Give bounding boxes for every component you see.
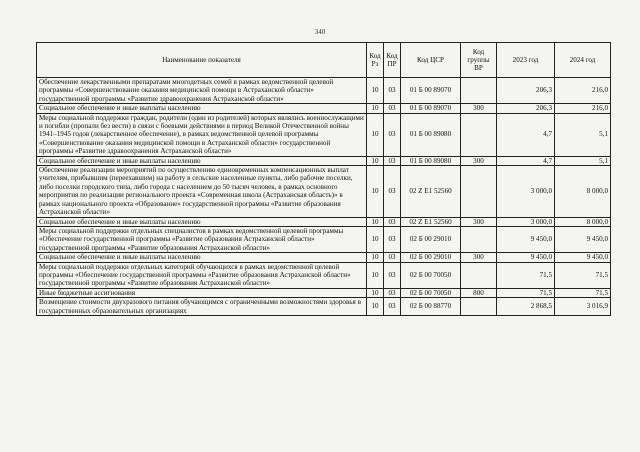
row-vr [461, 226, 497, 252]
row-name: Обеспечение реализации мероприятий по осуществлению единовременных компенсационных выплат учителям, прибывшим (переехавшим) на работу в сельские населенные пункты, либо рабочие поселки, либо поселки городского типа, либо города с населением до 50 тысяч человек, в рамках основного мероприятия по реализации регионального проекта «Современная школа (Астраханская область)» в рамках национального проекта «Образование» государственной программы «Развитие образования Астраханской области» [37, 166, 367, 217]
row-pr: 03 [384, 262, 401, 288]
row-rz: 10 [367, 104, 384, 113]
table-row [37, 288, 611, 297]
row-rz: 10 [367, 113, 384, 156]
table-row [37, 217, 611, 226]
row-2024: 71,5 [555, 262, 611, 288]
row-vr [461, 298, 497, 316]
row-csr: 02 Б 00 29010 [401, 253, 461, 262]
header-rz: Код Рз [367, 43, 384, 78]
row-name: Возмещение стоимости двухразового питания обучающимся с ограниченными возможностями здоровья в государственных образовательных организациях [37, 298, 367, 316]
page-number: 340 [314, 28, 326, 36]
budget-table [36, 42, 611, 316]
table-row [37, 298, 611, 316]
row-rz: 10 [367, 253, 384, 262]
header-2024: 2024 год [555, 43, 611, 78]
row-csr: 01 Б 00 89070 [401, 78, 461, 104]
row-pr: 03 [384, 288, 401, 297]
row-2023: 4,7 [497, 156, 555, 165]
row-rz: 10 [367, 262, 384, 288]
row-rz: 10 [367, 226, 384, 252]
row-rz: 10 [367, 217, 384, 226]
row-vr [461, 262, 497, 288]
row-name: Социальное обеспечение и иные выплаты населению [37, 104, 367, 113]
row-pr: 03 [384, 166, 401, 217]
header-csr: Код ЦСР [401, 43, 461, 78]
row-csr: 02 Б 00 88770 [401, 298, 461, 316]
row-name: Меры социальной поддержки отдельных категорий обучающихся в рамках ведомственной целевой программы «Обеспечение государственной программы «Развитие образования Астраханской области» государственной программы «Развитие образования Астраханской области» [37, 262, 367, 288]
row-csr: 02 Б 00 70050 [401, 288, 461, 297]
row-rz: 10 [367, 156, 384, 165]
row-2024: 3 016,9 [555, 298, 611, 316]
row-rz: 10 [367, 78, 384, 104]
header-vr: Код группы ВР [461, 43, 497, 78]
row-vr: 300 [461, 253, 497, 262]
row-vr [461, 78, 497, 104]
row-2023: 4,7 [497, 113, 555, 156]
row-pr: 03 [384, 253, 401, 262]
row-csr: 02 Z E1 52560 [401, 166, 461, 217]
row-2024: 216,0 [555, 104, 611, 113]
header-pr: Код ПР [384, 43, 401, 78]
row-2024: 5,1 [555, 113, 611, 156]
row-pr: 03 [384, 226, 401, 252]
header-2023: 2023 год [497, 43, 555, 78]
row-2024: 8 000,0 [555, 166, 611, 217]
row-vr: 300 [461, 217, 497, 226]
row-pr: 03 [384, 156, 401, 165]
table-row [37, 226, 611, 252]
row-2023: 2 868,5 [497, 298, 555, 316]
row-vr: 800 [461, 288, 497, 297]
row-name: Социальное обеспечение и иные выплаты населению [37, 156, 367, 165]
row-vr [461, 113, 497, 156]
row-rz: 10 [367, 166, 384, 217]
row-2024: 216,0 [555, 78, 611, 104]
row-pr: 03 [384, 217, 401, 226]
row-pr: 03 [384, 113, 401, 156]
row-name: Социальное обеспечение и иные выплаты населению [37, 217, 367, 226]
table-row [37, 104, 611, 113]
row-2024: 9 450,0 [555, 253, 611, 262]
row-rz: 10 [367, 288, 384, 297]
row-csr: 01 Б 00 89080 [401, 113, 461, 156]
row-2023: 9 450,0 [497, 253, 555, 262]
header-name: Наименование показателя [37, 43, 367, 78]
row-pr: 03 [384, 104, 401, 113]
row-name: Социальное обеспечение и иные выплаты населению [37, 253, 367, 262]
table-row [37, 78, 611, 104]
row-csr: 02 Б 00 70050 [401, 262, 461, 288]
table-body [37, 78, 611, 316]
table-row [37, 156, 611, 165]
row-2023: 9 450,0 [497, 226, 555, 252]
row-2023: 206,3 [497, 78, 555, 104]
table-row [37, 262, 611, 288]
row-2024: 71,5 [555, 288, 611, 297]
table-row [37, 253, 611, 262]
row-name: Обеспечение лекарственными препаратами многодетных семей в рамках ведомственной целевой программы «Совершенствование оказания медицинской помощи в Астраханской области» государственной программы «Развитие здравоохранения Астраханской области» [37, 78, 367, 104]
row-2023: 206,3 [497, 104, 555, 113]
row-2023: 71,5 [497, 288, 555, 297]
row-csr: 01 Б 00 89070 [401, 104, 461, 113]
row-name: Иные бюджетные ассигнования [37, 288, 367, 297]
row-name: Меры социальной поддержки отдельных специалистов в рамках ведомственной целевой программы «Обеспечение государственной программы «Развитие образования Астраханской области» государственной программы «Развитие образования Астраханской области» [37, 226, 367, 252]
table-row [37, 166, 611, 217]
row-csr: 02 Б 00 29010 [401, 226, 461, 252]
row-csr: 01 Б 00 89080 [401, 156, 461, 165]
row-csr: 02 Z E1 52560 [401, 217, 461, 226]
row-2024: 5,1 [555, 156, 611, 165]
row-2023: 71,5 [497, 262, 555, 288]
row-pr: 03 [384, 78, 401, 104]
table-row [37, 113, 611, 156]
row-vr: 300 [461, 156, 497, 165]
row-name: Меры социальной поддержки граждан, родители (один из родителей) которых являлись военнослужащими и погибли (пропали без вести) в связи с боевыми действиями в период Великой Отечественной войны 1941–1945 годов (лекарственное обеспечение), в рамках ведомственной целевой программы «Совершенствование оказания медицинской помощи в Астраханской области» государственной программы «Развитие здравоохранения Астраханской области» [37, 113, 367, 156]
row-vr [461, 166, 497, 217]
row-pr: 03 [384, 298, 401, 316]
row-2024: 8 000,0 [555, 217, 611, 226]
row-2023: 3 000,0 [497, 166, 555, 217]
row-rz: 10 [367, 298, 384, 316]
table-header [37, 43, 611, 78]
row-2023: 3 000,0 [497, 217, 555, 226]
row-vr: 300 [461, 104, 497, 113]
row-2024: 9 450,0 [555, 226, 611, 252]
